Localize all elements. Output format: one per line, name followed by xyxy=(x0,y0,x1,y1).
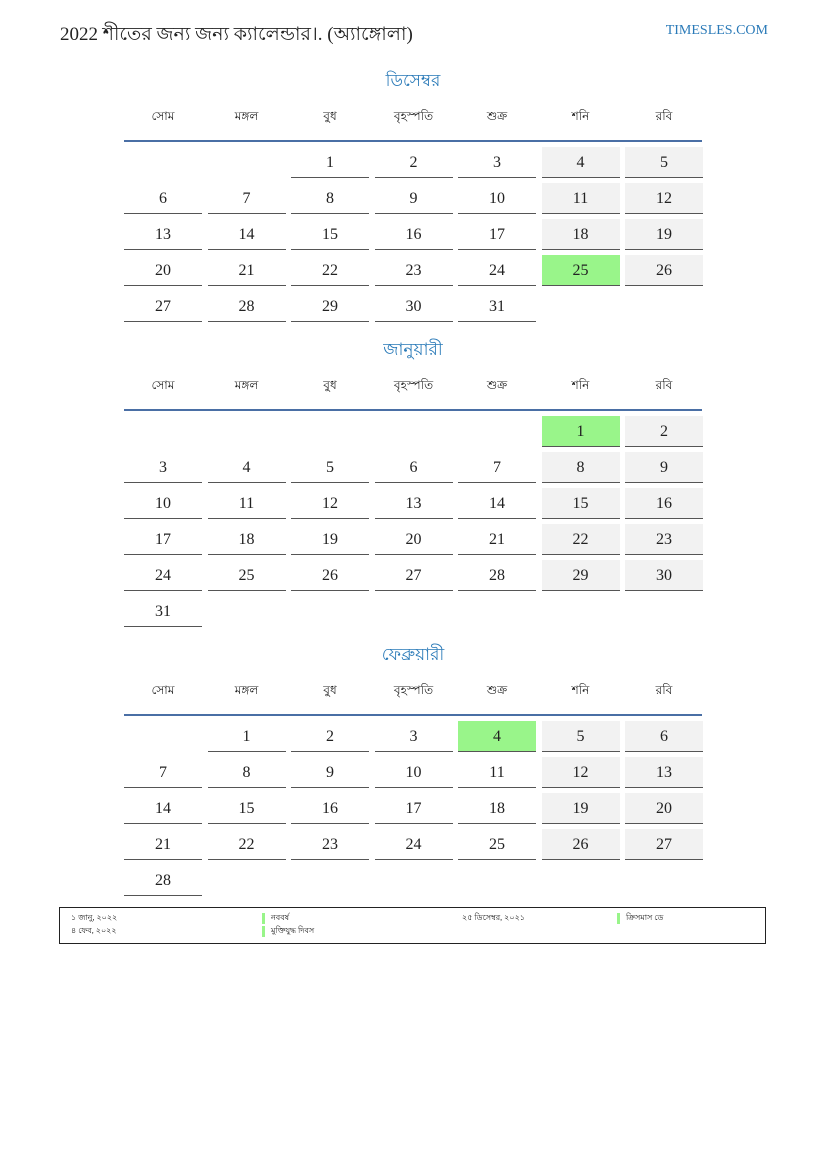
day-cell[interactable]: 7 xyxy=(124,757,202,788)
weekday-label: রবি xyxy=(655,109,673,123)
day-cell[interactable]: 16 xyxy=(625,488,703,519)
day-cell[interactable]: 16 xyxy=(375,219,453,250)
day-cell[interactable]: 7 xyxy=(458,452,536,483)
weekday-label: শনি xyxy=(571,109,590,123)
day-cell[interactable]: 28 xyxy=(124,865,202,896)
weekday-label: সোম xyxy=(151,683,175,697)
day-cell[interactable]: 8 xyxy=(208,757,286,788)
day-cell[interactable]: 28 xyxy=(208,291,286,322)
day-cell[interactable]: 31 xyxy=(124,596,202,627)
weekday-label: বৃহস্পতি xyxy=(393,378,434,392)
day-cell[interactable]: 29 xyxy=(291,291,369,322)
month-title: জানুয়ারী xyxy=(383,340,443,359)
day-cell[interactable]: 27 xyxy=(124,291,202,322)
day-cell[interactable]: 21 xyxy=(458,524,536,555)
legend-date: ২৫ ডিসেম্বর, ২০২১ xyxy=(462,913,525,922)
holiday-marker xyxy=(262,926,265,937)
day-cell[interactable]: 24 xyxy=(458,255,536,286)
weekday-label: শনি xyxy=(571,683,590,697)
day-cell[interactable]: 27 xyxy=(625,829,703,860)
day-cell[interactable]: 20 xyxy=(375,524,453,555)
month-calendar xyxy=(124,68,702,315)
day-cell[interactable]: 10 xyxy=(375,757,453,788)
day-cell[interactable]: 3 xyxy=(375,721,453,752)
day-cell[interactable]: 11 xyxy=(208,488,286,519)
day-cell[interactable]: 26 xyxy=(291,560,369,591)
day-cell[interactable]: 15 xyxy=(291,219,369,250)
day-cell[interactable]: 22 xyxy=(542,524,620,555)
day-cell[interactable]: 21 xyxy=(208,255,286,286)
day-cell[interactable]: 1 xyxy=(291,147,369,178)
day-cell[interactable]: 9 xyxy=(375,183,453,214)
day-cell[interactable]: 2 xyxy=(291,721,369,752)
day-cell[interactable]: 24 xyxy=(124,560,202,591)
day-cell[interactable]: 29 xyxy=(542,560,620,591)
day-cell[interactable]: 22 xyxy=(291,255,369,286)
day-cell[interactable]: 11 xyxy=(542,183,620,214)
weekday-label: বৃহস্পতি xyxy=(393,683,434,697)
day-cell[interactable]: 12 xyxy=(291,488,369,519)
weekday-header xyxy=(124,369,702,411)
page-title: 2022 শীতের জন্য জন্য ক্যালেন্ডার।. (অ্যাঙ্গোলা) xyxy=(60,24,413,45)
day-cell[interactable]: 31 xyxy=(458,291,536,322)
day-cell[interactable]: 11 xyxy=(458,757,536,788)
weekday-header xyxy=(124,674,702,716)
day-cell[interactable]: 14 xyxy=(208,219,286,250)
month-title: ডিসেম্বর xyxy=(385,71,441,90)
weekday-label: বৃহস্পতি xyxy=(393,109,434,123)
day-cell[interactable]: 22 xyxy=(208,829,286,860)
day-cell[interactable]: 14 xyxy=(458,488,536,519)
day-cell[interactable]: 25 xyxy=(542,255,620,286)
holiday-marker xyxy=(262,913,265,924)
weekday-label: সোম xyxy=(151,378,175,392)
holiday-legend xyxy=(59,907,766,944)
day-cell[interactable]: 21 xyxy=(124,829,202,860)
day-cell[interactable]: 6 xyxy=(625,721,703,752)
day-cell[interactable]: 18 xyxy=(208,524,286,555)
day-cell[interactable]: 3 xyxy=(458,147,536,178)
day-cell[interactable]: 27 xyxy=(375,560,453,591)
day-cell[interactable]: 6 xyxy=(124,183,202,214)
day-cell[interactable]: 1 xyxy=(208,721,286,752)
legend-holiday-name: ক্রিসমাস ডে xyxy=(626,913,664,922)
legend-holiday-name: নববর্ষ xyxy=(271,913,290,922)
month-calendar xyxy=(124,642,702,889)
legend-date: ১ জানু, ২০২২ xyxy=(71,913,118,922)
day-cell[interactable]: 19 xyxy=(542,793,620,824)
day-cell[interactable]: 4 xyxy=(542,147,620,178)
day-cell[interactable]: 4 xyxy=(208,452,286,483)
weekday-header xyxy=(124,100,702,142)
day-cell[interactable]: 12 xyxy=(542,757,620,788)
day-cell[interactable]: 2 xyxy=(625,416,703,447)
day-cell[interactable]: 13 xyxy=(625,757,703,788)
site-link[interactable]: TIMESLES.COM xyxy=(665,23,768,38)
day-cell[interactable]: 5 xyxy=(542,721,620,752)
day-cell[interactable]: 13 xyxy=(124,219,202,250)
day-cell[interactable]: 18 xyxy=(542,219,620,250)
day-cell[interactable]: 24 xyxy=(375,829,453,860)
day-cell[interactable]: 20 xyxy=(625,793,703,824)
day-cell[interactable]: 30 xyxy=(625,560,703,591)
day-cell[interactable]: 13 xyxy=(375,488,453,519)
weekday-label: শুক্র xyxy=(486,683,508,697)
day-cell[interactable]: 5 xyxy=(291,452,369,483)
day-cell[interactable]: 30 xyxy=(375,291,453,322)
day-cell[interactable]: 12 xyxy=(625,183,703,214)
day-cell[interactable]: 23 xyxy=(625,524,703,555)
weekday-label: মঙ্গল xyxy=(234,109,259,123)
day-cell[interactable]: 19 xyxy=(291,524,369,555)
day-cell[interactable]: 1 xyxy=(542,416,620,447)
legend-holiday-name: মুক্তিযুদ্ধ দিবস xyxy=(271,926,315,935)
day-cell[interactable]: 19 xyxy=(625,219,703,250)
day-cell[interactable]: 17 xyxy=(375,793,453,824)
day-cell[interactable]: 10 xyxy=(458,183,536,214)
day-cell[interactable]: 18 xyxy=(458,793,536,824)
day-cell[interactable]: 2 xyxy=(375,147,453,178)
day-cell[interactable]: 23 xyxy=(291,829,369,860)
legend-date: ৪ ফেব, ২০২২ xyxy=(71,926,117,935)
weekday-label: বুধ xyxy=(323,683,337,697)
day-cell[interactable]: 28 xyxy=(458,560,536,591)
month-calendar xyxy=(124,337,702,620)
day-cell[interactable]: 25 xyxy=(208,560,286,591)
day-cell[interactable]: 15 xyxy=(208,793,286,824)
day-cell[interactable]: 7 xyxy=(208,183,286,214)
weekday-label: শনি xyxy=(571,378,590,392)
weekday-label: মঙ্গল xyxy=(234,378,259,392)
day-cell[interactable]: 23 xyxy=(375,255,453,286)
day-cell[interactable]: 5 xyxy=(625,147,703,178)
day-cell[interactable]: 4 xyxy=(458,721,536,752)
weekday-label: বুধ xyxy=(323,109,337,123)
day-cell[interactable]: 14 xyxy=(124,793,202,824)
day-cell[interactable]: 20 xyxy=(124,255,202,286)
day-cell[interactable]: 17 xyxy=(124,524,202,555)
day-cell[interactable]: 16 xyxy=(291,793,369,824)
day-cell[interactable]: 26 xyxy=(625,255,703,286)
holiday-marker xyxy=(617,913,620,924)
weekday-label: শুক্র xyxy=(486,109,508,123)
day-cell[interactable]: 9 xyxy=(291,757,369,788)
day-cell[interactable]: 9 xyxy=(625,452,703,483)
day-cell[interactable]: 10 xyxy=(124,488,202,519)
day-cell[interactable]: 17 xyxy=(458,219,536,250)
day-cell[interactable]: 6 xyxy=(375,452,453,483)
weekday-label: রবি xyxy=(655,378,673,392)
weekday-label: বুধ xyxy=(323,378,337,392)
weekday-label: শুক্র xyxy=(486,378,508,392)
day-cell[interactable]: 25 xyxy=(458,829,536,860)
weekday-label: সোম xyxy=(151,109,175,123)
day-cell[interactable]: 26 xyxy=(542,829,620,860)
day-cell[interactable]: 3 xyxy=(124,452,202,483)
day-cell[interactable]: 15 xyxy=(542,488,620,519)
weekday-label: রবি xyxy=(655,683,673,697)
day-cell[interactable]: 8 xyxy=(291,183,369,214)
weekday-label: মঙ্গল xyxy=(234,683,259,697)
day-cell[interactable]: 8 xyxy=(542,452,620,483)
month-title: ফেব্রুয়ারী xyxy=(381,645,445,664)
